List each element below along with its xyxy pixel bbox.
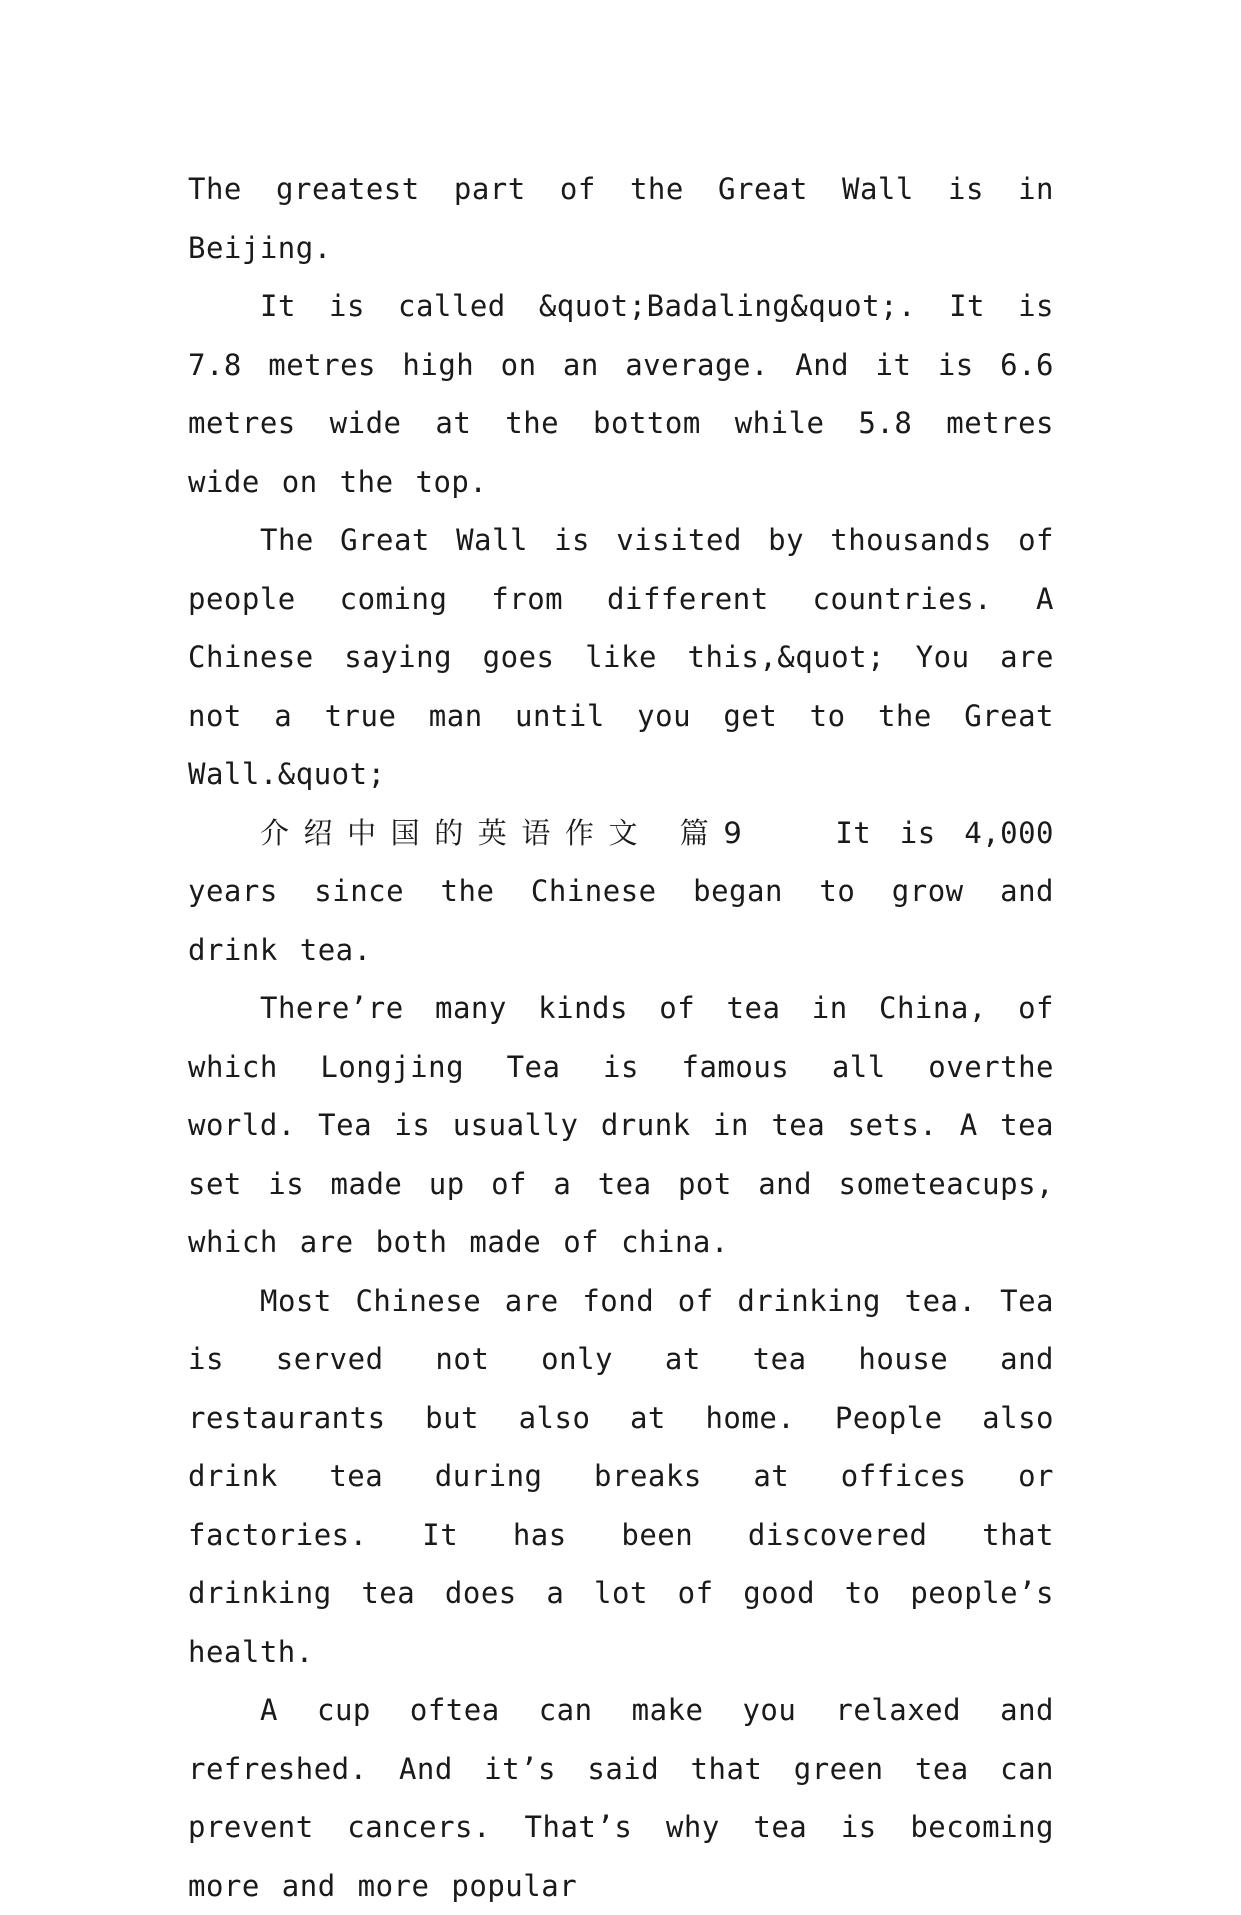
paragraph-tea-kinds bbox=[188, 979, 1054, 1272]
document-body bbox=[188, 160, 1054, 1915]
paragraph-text: Most Chinese are fond of drinking tea. Tea is served not only at tea house and restaurants but also at home. People also drink tea during breaks at offices or factories. It has been discovered that drinking tea does a lot of good to people’s health. bbox=[188, 1283, 1054, 1669]
paragraph-visitors bbox=[188, 511, 1054, 804]
essay-heading: 介绍中国的英语作文 篇9 bbox=[260, 815, 750, 850]
paragraph-text: A cup oftea can make you relaxed and refreshed. And it’s said that green tea can prevent cancers. That’s why tea is becoming more and more popular bbox=[188, 1693, 1054, 1903]
paragraph-text: The greatest part of the Great Wall is in Beijing. bbox=[188, 172, 1054, 265]
paragraph-great-wall-location bbox=[188, 160, 1054, 277]
paragraph-text: There’re many kinds of tea in China, of which Longjing Tea is famous all overthe world. Tea is usually drunk in tea sets. A tea set is made up of a tea pot and someteacups, which are both made of china. bbox=[188, 991, 1054, 1259]
paragraph-text: It is called &quot;Badaling&quot;. It is 7.8 metres high on an average. And it is 6.6 metres wide at the bottom while 5.8 metres wide on the top. bbox=[188, 289, 1054, 499]
paragraph-tea-benefits bbox=[188, 1681, 1054, 1915]
paragraph-tea-history bbox=[188, 804, 1054, 980]
paragraph-text: The Great Wall is visited by thousands of people coming from different countries. A Chinese saying goes like this,&quot; You are not a true man until you get to the Great Wall.&quot; bbox=[188, 523, 1054, 791]
paragraph-tea-drinking bbox=[188, 1272, 1054, 1682]
paragraph-badaling bbox=[188, 277, 1054, 511]
paragraph-text: It is 4,000 years since the Chinese began to grow and drink tea. bbox=[188, 815, 1054, 967]
